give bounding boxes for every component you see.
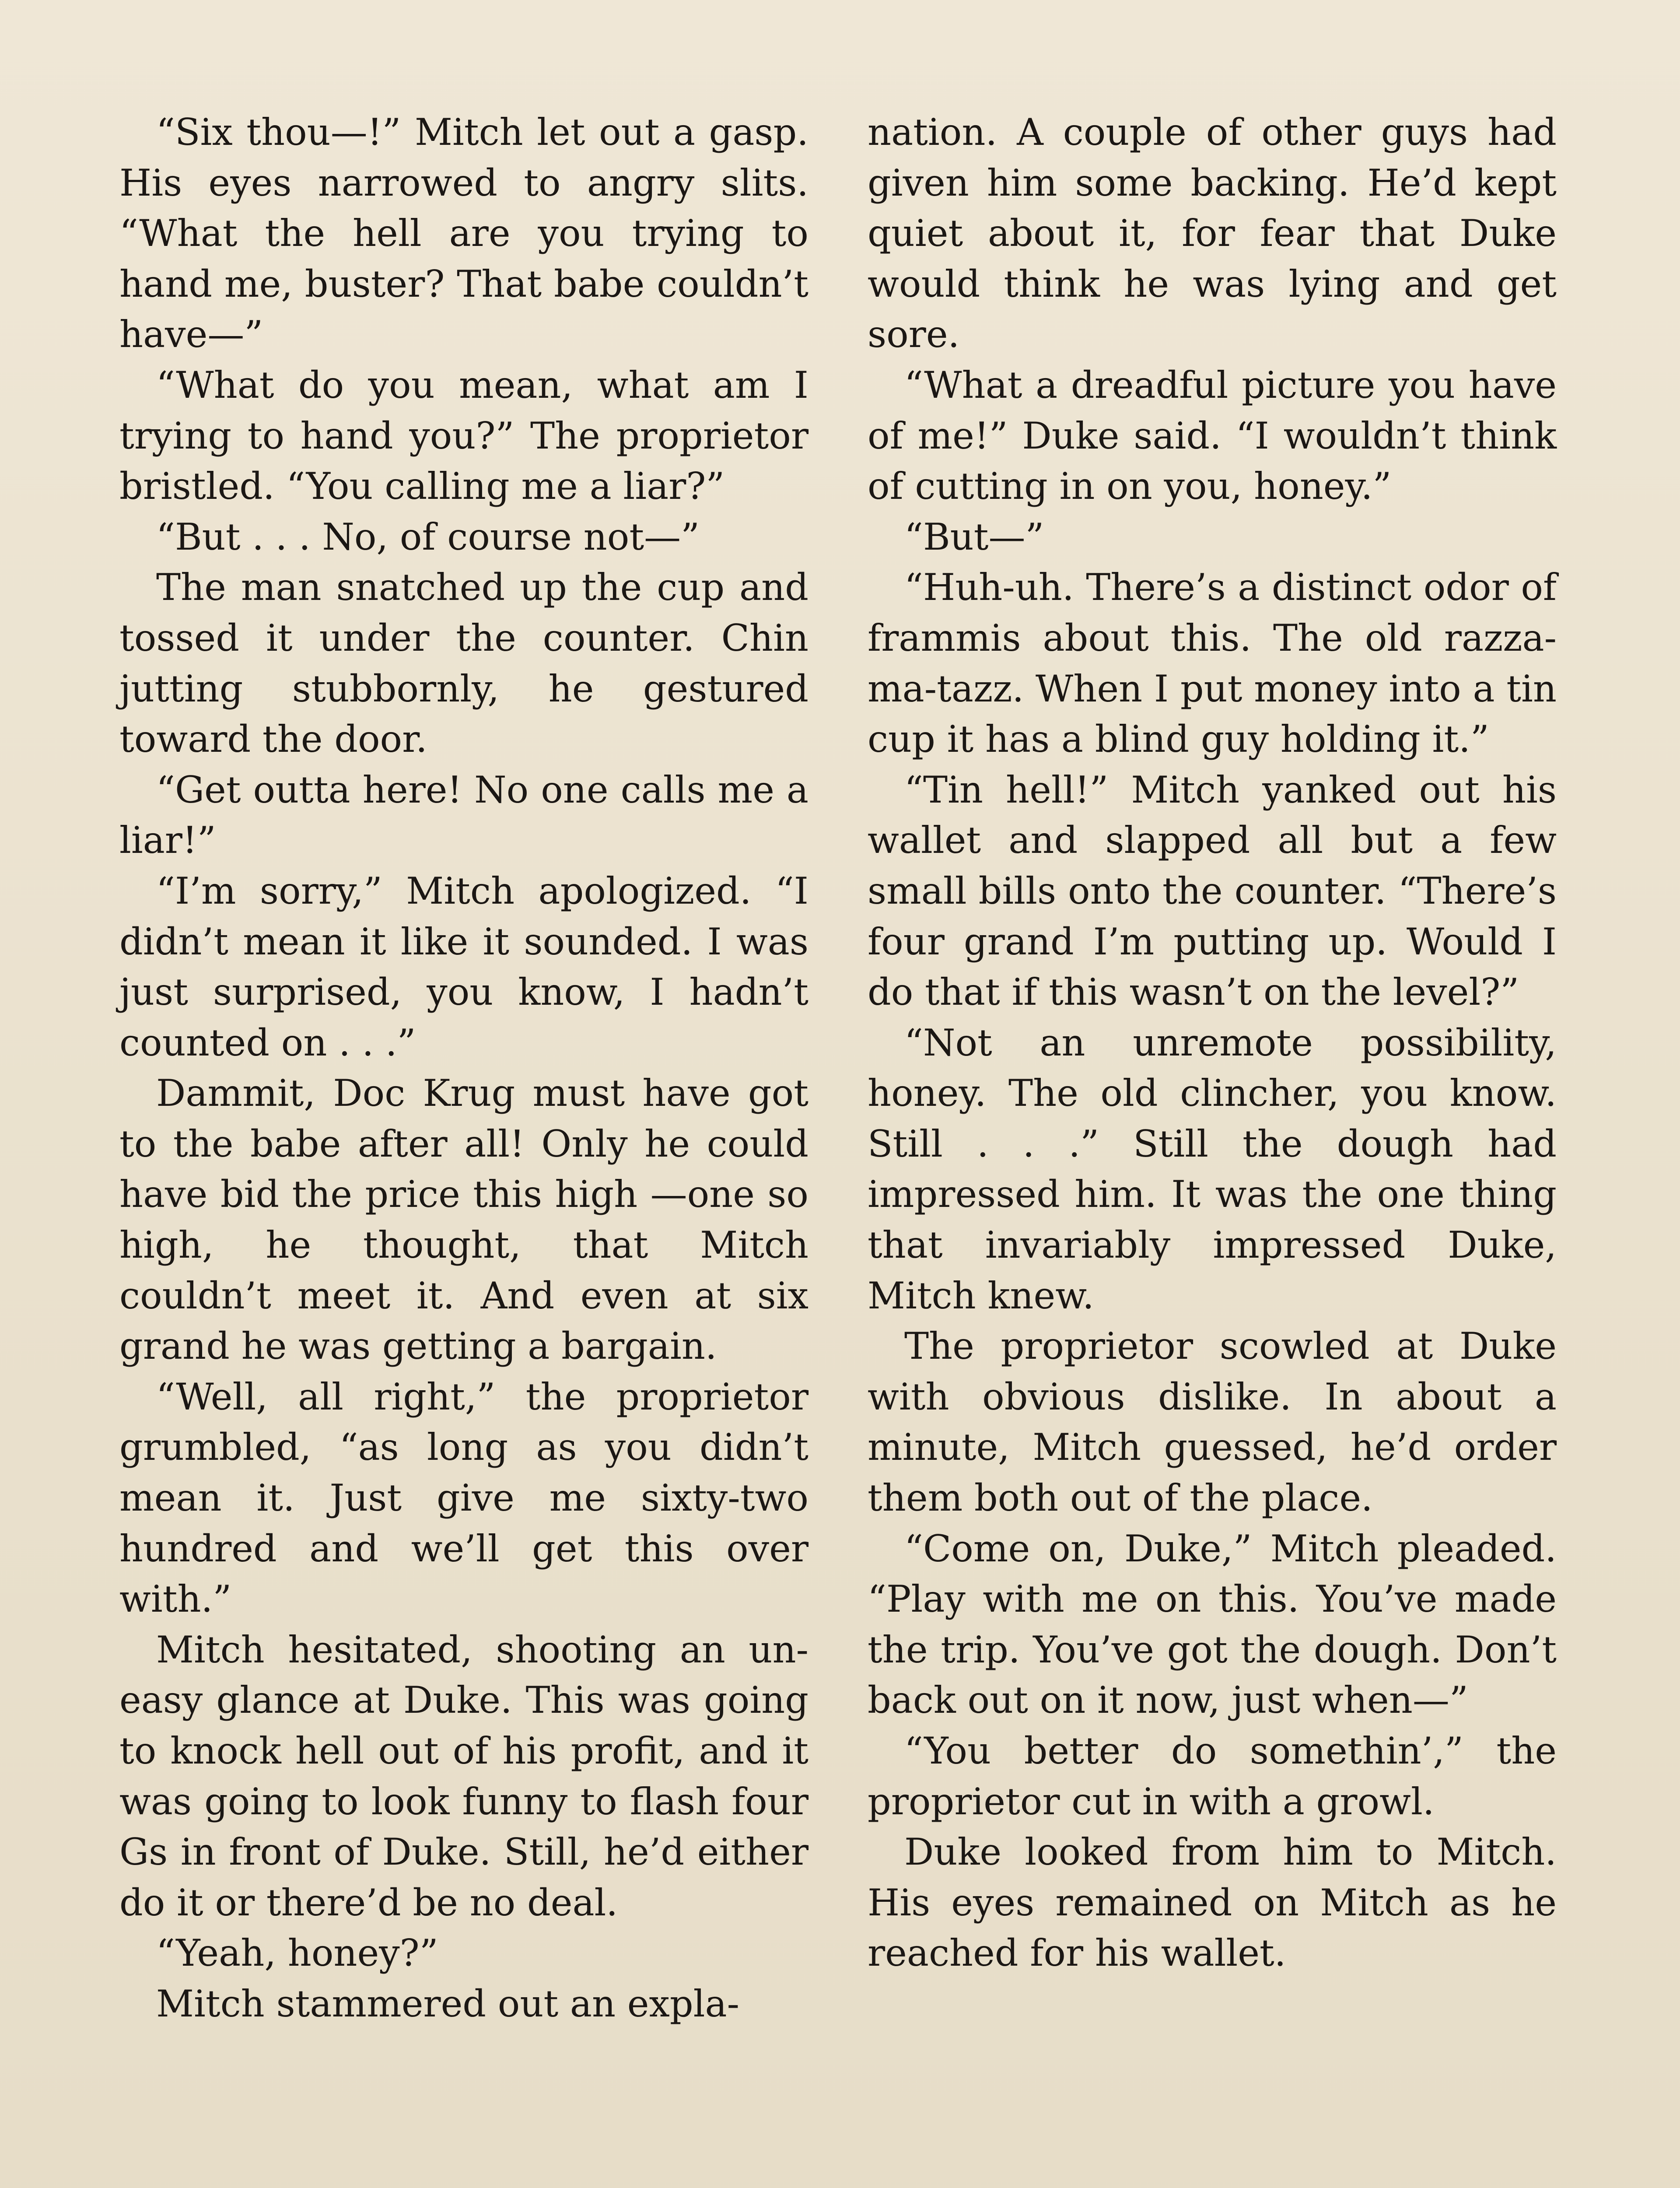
paragraph: “But—” <box>904 515 1044 558</box>
paragraph: The proprietor scowled at Duke with obvious dislike. In about a minute, Mitch guessed, he’d order them both out of the place. <box>868 1325 1557 1520</box>
paragraph: “Six thou—!” Mitch let out a gasp. His eyes narrowed to angry slits. “What the hell are you trying to hand me, buster? That babe couldn’t have—” <box>119 111 808 356</box>
paragraph: The man snatched up the cup and tossed it under the counter. Chin jutting stubbornly, he gestured toward the door. <box>119 566 808 761</box>
paragraph-continued: nation. A couple of other guys had given him some backing. He’d kept quiet about it, for fear that Duke would think he was lying and get sore. <box>868 111 1557 356</box>
paragraph: “But . . . No, of course not—” <box>156 515 700 558</box>
paragraph: Duke looked from him to Mitch. His eyes remained on Mitch as he reached for his wallet. <box>868 1830 1557 1975</box>
paragraph: “Get outta here! No one calls me a liar!” <box>119 768 808 862</box>
paragraph: “You better do somethin’,” the proprietor cut in with a growl. <box>868 1729 1557 1823</box>
paragraph: “Yeah, honey?” <box>156 1932 438 1975</box>
paragraph: “Not an unremote possibility, honey. The old clincher, you know. Still . . .” Still the dough had impressed him. It was the one thing that invariably impressed Duke, Mitch knew. <box>868 1021 1557 1317</box>
paragraph: “Huh-uh. There’s a distinct odor of frammis about this. The old razza-ma-tazz. When I put money into a tin cup it has a blind guy holding it.” <box>868 566 1557 761</box>
right-text-column <box>868 107 1557 1979</box>
paragraph: “Tin hell!” Mitch yanked out his wallet and slapped all but a few small bills onto the counter. “There’s four grand I’m putting up. Would I do that if this wasn’t on the level?” <box>868 768 1557 1014</box>
paragraph: “Well, all right,” the proprietor grumbled, “as long as you didn’t mean it. Just give me sixty-two hundred and we’ll get this over with.” <box>119 1375 808 1621</box>
paragraph: Mitch stammered out an expla- <box>156 1982 739 2025</box>
paragraph: Mitch hesitated, shooting an uneasy glance at Duke. This was going to knock hell out of his profit, and it was going to look funny to flash four Gs in front of Duke. Still, he’d either do it or there’d be no deal. <box>119 1628 808 1924</box>
paragraph: “What do you mean, what am I trying to hand you?” The proprietor bristled. “You calling me a liar?” <box>119 363 808 508</box>
left-text-column <box>119 107 808 2030</box>
paragraph: Dammit, Doc Krug must have got to the babe after all! Only he could have bid the price this high —one so high, he thought, that Mitch couldn’t meet it. And even at six grand he was getting a bargain. <box>119 1072 808 1368</box>
paragraph: “I’m sorry,” Mitch apologized. “I didn’t mean it like it sounded. I was just surprised, you know, I hadn’t counted on . . .” <box>119 869 808 1064</box>
paragraph: “What a dreadful picture you have of me!” Duke said. “I wouldn’t think of cutting in on you, honey.” <box>868 363 1557 508</box>
paragraph: “Come on, Duke,” Mitch pleaded. “Play with me on this. You’ve made the trip. You’ve got the dough. Don’t back out on it now, just when—” <box>868 1527 1557 1722</box>
